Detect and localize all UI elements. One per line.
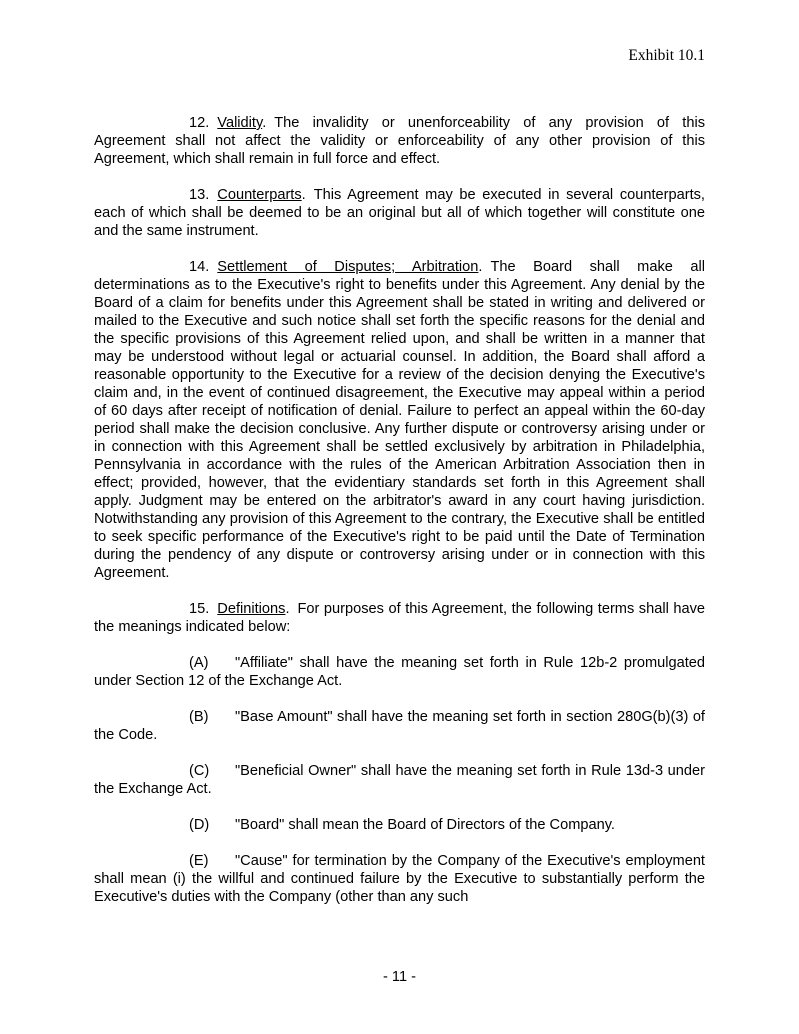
definition-label: (A) xyxy=(189,655,209,671)
definition-text: "Base Amount" shall have the meaning set forth in section 280G(b)(3) of the Code. xyxy=(94,709,705,743)
definition-e xyxy=(94,852,705,906)
definition-d xyxy=(94,816,705,834)
definition-label: (C) xyxy=(189,763,210,779)
definition-a xyxy=(94,654,705,690)
definition-text: "Beneficial Owner" shall have the meaning set forth in Rule 13d-3 under the Exchange Act. xyxy=(94,763,705,797)
definition-label: (D) xyxy=(189,817,210,833)
section-number: 13. xyxy=(189,187,210,203)
section-text: The invalidity or unenforceability of any provision of this Agreement shall not affect the validity or enforceability of any other provision of this Agreement, which shall remain in full force and effect. xyxy=(94,115,705,167)
section-14: 14. Settlement of Disputes; Arbitration. The Board shall make all determinations as to the Executive's right to benefits under this Agreement. Any denial by the Board of a claim for benefits under this Agreement shall be stated in writing and delivered or mailed to the Executive and such notice shall set forth the specific reasons for the denial and the specific provisions of this Agreement relied upon, and shall be written in a manner that may be understood without legal or actuarial counsel. In addition, the Board shall afford a reasonable opportunity to the Executive for a review of the decision denying the Executive's claim and, in the event of continued disagreement, the Executive may appeal within a period of 60 days after receipt of notification of denial. Failure to perfect an appeal within the 60-day period shall make the decision conclusive. Any further dispute or controversy arising under or in connection with this Agreement shall be settled exclusively by arbitration in Philadelphia, Pennsylvania in accordance with the rules of the American Arbitration Association then in effect; provided, however, that the evidentiary standards set forth in this Agreement shall apply. Judgment may be entered on the arbitrator's award in any court having jurisdiction. Notwithstanding any provision of this Agreement to the contrary, the Executive shall be entitled to seek specific performance of the Executive's right to be paid until the Date of Termination during the pendency of any dispute or controversy arising under or in connection with this Agreement. xyxy=(94,259,705,581)
definition-c xyxy=(94,762,705,798)
section-12: 12. Validity. The invalidity or unenforceability of any provision of this Agreement shall not affect the validity or enforceability of any other provision of this Agreement, which shall remain in full force and effect. xyxy=(94,115,705,167)
definition-b xyxy=(94,708,705,744)
definition-text: "Affiliate" shall have the meaning set forth in Rule 12b-2 promulgated under Section 12 of the Exchange Act. xyxy=(94,655,705,689)
section-text: For purposes of this Agreement, the following terms shall have the meanings indicated below: xyxy=(94,601,705,635)
section-15: 15. Definitions. For purposes of this Agreement, the following terms shall have the meanings indicated below: xyxy=(94,601,705,635)
definition-text: "Cause" for termination by the Company of the Executive's employment shall mean (i) the willful and continued failure by the Executive to substantially perform the Executive's duties with the Company (other than any such xyxy=(94,853,705,905)
section-number: 15. xyxy=(189,601,210,617)
section-title: Settlement of Disputes; Arbitration xyxy=(217,259,479,275)
definition-text: "Board" shall mean the Board of Directors of the Company. xyxy=(235,817,615,833)
exhibit-label: Exhibit 10.1 xyxy=(628,47,705,64)
section-number: 12. xyxy=(189,115,210,131)
document-body xyxy=(94,114,705,924)
section-title: Counterparts xyxy=(217,187,302,203)
definition-label: (B) xyxy=(189,709,209,725)
section-title: Definitions xyxy=(217,601,286,617)
section-text: The Board shall make all determinations as to the Executive's right to benefits under this Agreement. Any denial by the Board of a claim for benefits under this Agreement shall be stated in writing and delivered or mailed to the Executive and such notice shall set forth the specific reasons for the denial and the specific provisions of this Agreement relied upon, and shall be written in a manner that may be understood without legal or actuarial counsel. In addition, the Board shall afford a reasonable opportunity to the Executive for a review of the decision denying the Executive's claim and, in the event of continued disagreement, the Executive may appeal within a period of 60 days after receipt of notification of denial. Failure to perfect an appeal within the 60-day period shall make the decision conclusive. Any further dispute or controversy arising under or in connection with this Agreement shall be settled exclusively by arbitration in Philadelphia, Pennsylvania in accordance with the rules of the American Arbitration Association then in effect; provided, however, that the evidentiary standards set forth in this Agreement shall apply. Judgment may be entered on the arbitrator's award in any court having jurisdiction. Notwithstanding any provision of this Agreement to the contrary, the Executive shall be entitled to seek specific performance of the Executive's right to be paid until the Date of Termination during the pendency of any dispute or controversy arising under or in connection with this Agreement. xyxy=(94,259,705,581)
section-text: This Agreement may be executed in several counterparts, each of which shall be deemed to be an original but all of which together will constitute one and the same instrument. xyxy=(94,187,705,239)
section-13: 13. Counterparts. This Agreement may be executed in several counterparts, each of which shall be deemed to be an original but all of which together will constitute one and the same instrument. xyxy=(94,187,705,239)
definition-label: (E) xyxy=(189,853,209,869)
page-number: - 11 - xyxy=(383,969,416,985)
section-title: Validity xyxy=(217,115,263,131)
section-number: 14. xyxy=(189,259,210,275)
